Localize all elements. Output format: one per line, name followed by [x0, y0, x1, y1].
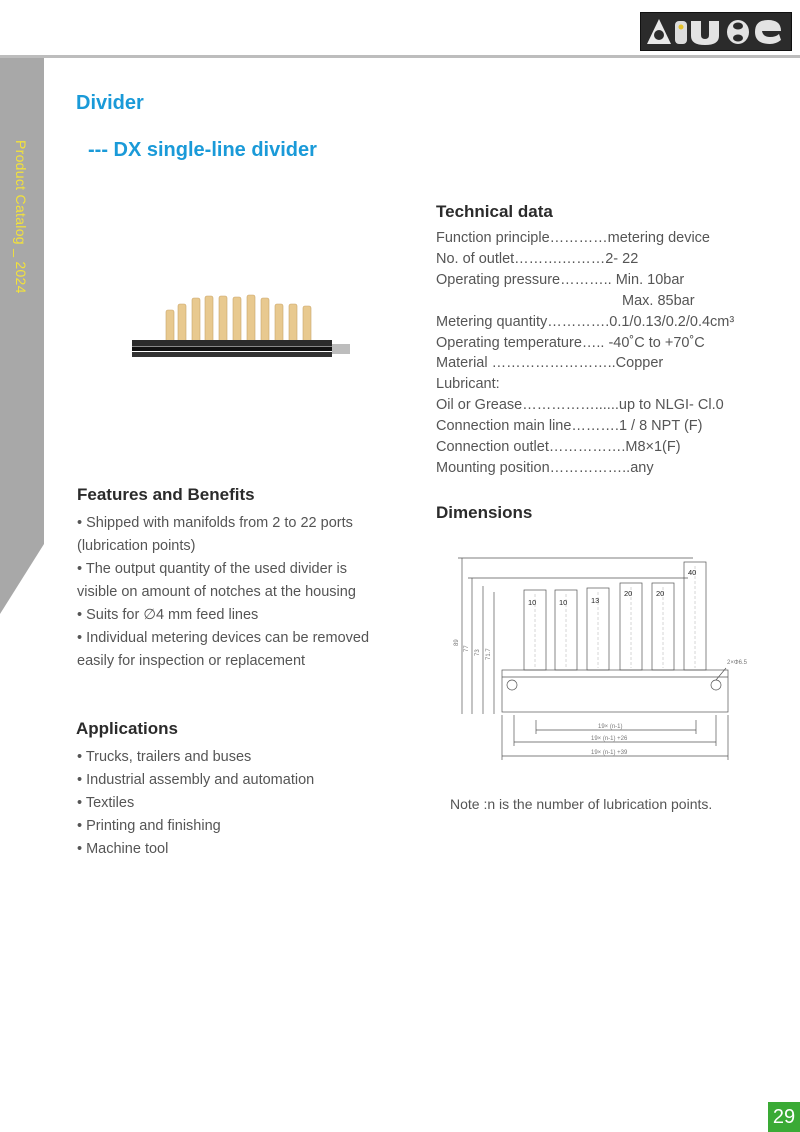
page-number: 29 [768, 1102, 800, 1132]
logo-icon [641, 13, 791, 50]
spec-item: Lubricant: [436, 376, 500, 393]
spec-item: Connection main line……….1 / 8 NPT (F) [436, 418, 703, 435]
application-item: • Printing and finishing [77, 818, 221, 834]
feature-line: • Shipped with manifolds from 2 to 22 ports [77, 515, 353, 531]
applications-heading: Applications [76, 719, 179, 738]
feature-line: easily for inspection or replacement [77, 653, 306, 669]
spec-item: Oil or Grease……………......up to NLGI- Cl.0 [436, 397, 724, 414]
spec-item: Max. 85bar [622, 292, 695, 309]
spec-item: Material ……………………..Copper [436, 355, 664, 372]
unit-label: 20 [624, 589, 633, 598]
header-rule [0, 55, 800, 58]
dimension-drawing [448, 550, 748, 770]
spec-item: Connection outlet…………….M8×1(F) [436, 439, 681, 456]
page-title: Divider [76, 92, 144, 114]
application-item: • Trucks, trailers and buses [77, 749, 252, 765]
technical-heading: Technical data [436, 202, 553, 221]
product-image [128, 290, 354, 370]
feature-line: • Individual metering devices can be removed [77, 630, 370, 646]
unit-label: 13 [591, 596, 600, 605]
unit-label: 20 [656, 589, 665, 598]
catalog-label: Product Catalog _ 2024 [13, 140, 29, 294]
spec-item: Operating temperature….. -40˚C to +70˚C [436, 334, 705, 351]
feature-line: visible on amount of notches at the housing [77, 584, 356, 600]
features-heading: Features and Benefits [77, 485, 255, 504]
spec-item: Metering quantity………….0.1/0.13/0.2/0.4cm³ [436, 313, 735, 330]
feature-line: • Suits for ∅4 mm feed lines [77, 607, 259, 623]
length-label: 19× (n-1) [598, 724, 623, 730]
feature-line: • The output quantity of the used divider is [77, 561, 348, 577]
spec-item: Mounting position……………..any [436, 459, 654, 476]
unit-label: 40 [688, 568, 697, 577]
height-label: 89 [454, 639, 460, 646]
length-label: 19× (n-1) +26 [591, 736, 628, 742]
height-label: 71.7 [486, 648, 492, 660]
height-label: 77 [464, 645, 470, 652]
spec-item: Function principle…………metering device [436, 230, 710, 246]
applications-list [77, 746, 314, 861]
height-label: 73 [475, 649, 481, 656]
application-item: • Textiles [77, 795, 135, 811]
dimensions-heading: Dimensions [436, 503, 533, 522]
length-label: 19× (n-1) +39 [591, 750, 628, 756]
application-item: • Machine tool [77, 841, 169, 857]
application-item: • Industrial assembly and automation [77, 772, 315, 788]
spec-item: No. of outlet……….………2- 22 [436, 250, 639, 267]
hole-label: 2×Φ6.5 [727, 660, 747, 666]
sidebar-band [0, 58, 44, 618]
dimensions-note: Note :n is the number of lubrication points. [450, 796, 713, 812]
unit-label: 10 [559, 598, 568, 607]
company-logo [640, 12, 792, 51]
feature-line: (lubrication points) [77, 538, 196, 554]
page-subtitle: --- DX single-line divider [88, 139, 317, 161]
spec-item: Operating pressure……….. Min. 10bar [436, 271, 685, 288]
features-list [77, 512, 369, 673]
unit-label: 10 [528, 598, 537, 607]
technical-list [436, 228, 734, 479]
